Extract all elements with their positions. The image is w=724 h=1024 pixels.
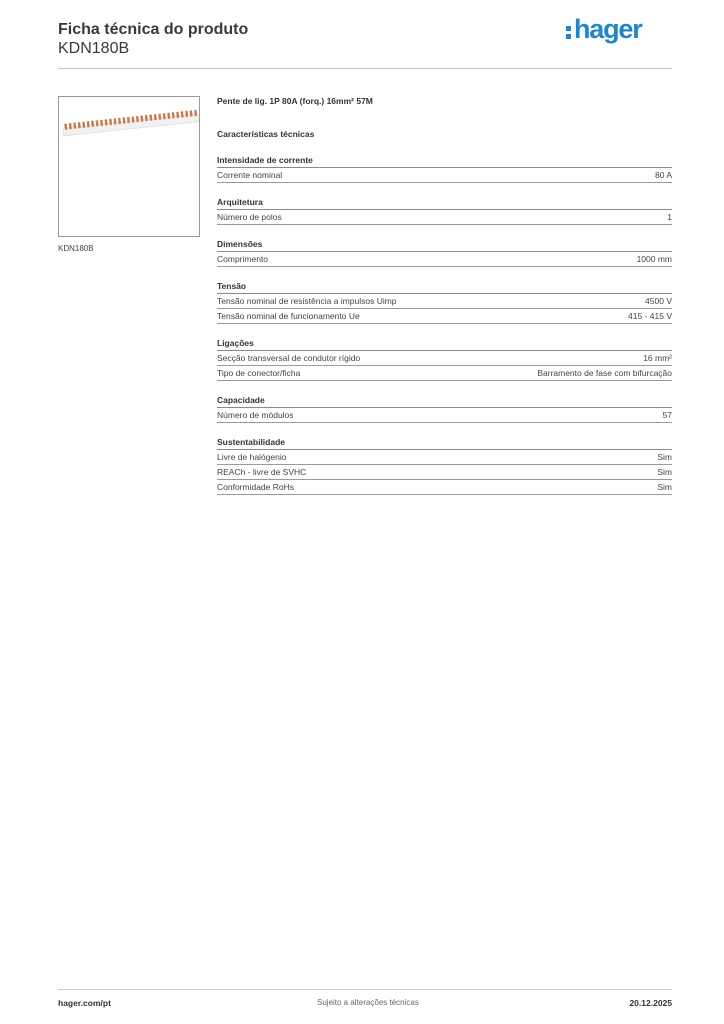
spec-value: Barramento de fase com bifurcação — [537, 368, 672, 378]
spec-label: Secção transversal de condutor rígido — [217, 353, 361, 363]
section-title: Dimensões — [217, 239, 672, 252]
spec-section — [217, 281, 672, 324]
spec-value: 4500 V — [645, 296, 672, 306]
spec-section — [217, 437, 672, 495]
spec-row — [217, 351, 672, 366]
product-code: KDN180B — [58, 40, 130, 57]
spec-section — [217, 395, 672, 423]
spec-row — [217, 408, 672, 423]
section-title: Capacidade — [217, 395, 672, 408]
spec-label: Tensão nominal de resistência a impulsos Uimp — [217, 296, 397, 306]
spec-value: Sim — [657, 482, 672, 492]
spec-label: Número de módulos — [217, 410, 294, 420]
spec-label: Tipo de conector/ficha — [217, 368, 301, 378]
section-title: Arquitetura — [217, 197, 672, 210]
tech-heading: Características técnicas — [217, 129, 315, 139]
header-divider — [58, 68, 672, 69]
hager-logo: hager — [574, 14, 642, 44]
section-title: Ligações — [217, 338, 672, 351]
spec-value: 16 mm² — [643, 353, 672, 363]
spec-value: 57 — [662, 410, 672, 420]
spec-row — [217, 252, 672, 267]
spec-value: Sim — [657, 452, 672, 462]
spec-row — [217, 465, 672, 480]
spec-row — [217, 294, 672, 309]
spec-value: 80 A — [654, 170, 672, 180]
footer-website[interactable]: hager.com/pt — [58, 998, 111, 1008]
spec-label: Livre de halógenio — [217, 452, 287, 462]
spec-value: Sim — [657, 467, 672, 477]
spec-sections — [217, 155, 672, 495]
spec-section — [217, 155, 672, 183]
spec-row — [217, 450, 672, 465]
busbar-image — [59, 97, 199, 236]
spec-row — [217, 168, 672, 183]
section-title: Intensidade de corrente — [217, 155, 672, 168]
image-caption: KDN180B — [58, 244, 94, 253]
product-title: Pente de lig. 1P 80A (forq.) 16mm² 57M — [217, 96, 373, 106]
footer-divider — [58, 989, 672, 990]
spec-label: Corrente nominal — [217, 170, 283, 180]
page-title: Ficha técnica do produto — [58, 21, 249, 38]
spec-value: 415 - 415 V — [628, 311, 672, 321]
spec-row — [217, 366, 672, 381]
spec-row — [217, 480, 672, 495]
spec-section — [217, 239, 672, 267]
footer-date: 20.12.2025 — [629, 998, 672, 1008]
spec-content — [217, 96, 672, 495]
spec-row — [217, 309, 672, 324]
spec-label: Tensão nominal de funcionamento Ue — [217, 311, 360, 321]
spec-label: Número de polos — [217, 212, 282, 222]
spec-label: Conformidade RoHs — [217, 482, 295, 492]
spec-value: 1 — [667, 212, 672, 222]
spec-section — [217, 197, 672, 225]
hager-logo-icon — [566, 25, 572, 41]
spec-section — [217, 338, 672, 381]
product-image — [58, 96, 200, 237]
spec-value: 1000 mm — [636, 254, 672, 264]
spec-label: REACh - livre de SVHC — [217, 467, 307, 477]
spec-label: Comprimento — [217, 254, 269, 264]
spec-row — [217, 210, 672, 225]
section-title: Tensão — [217, 281, 672, 294]
section-title: Sustentabilidade — [217, 437, 672, 450]
footer-note: Sujeito a alterações técnicas — [317, 998, 419, 1007]
